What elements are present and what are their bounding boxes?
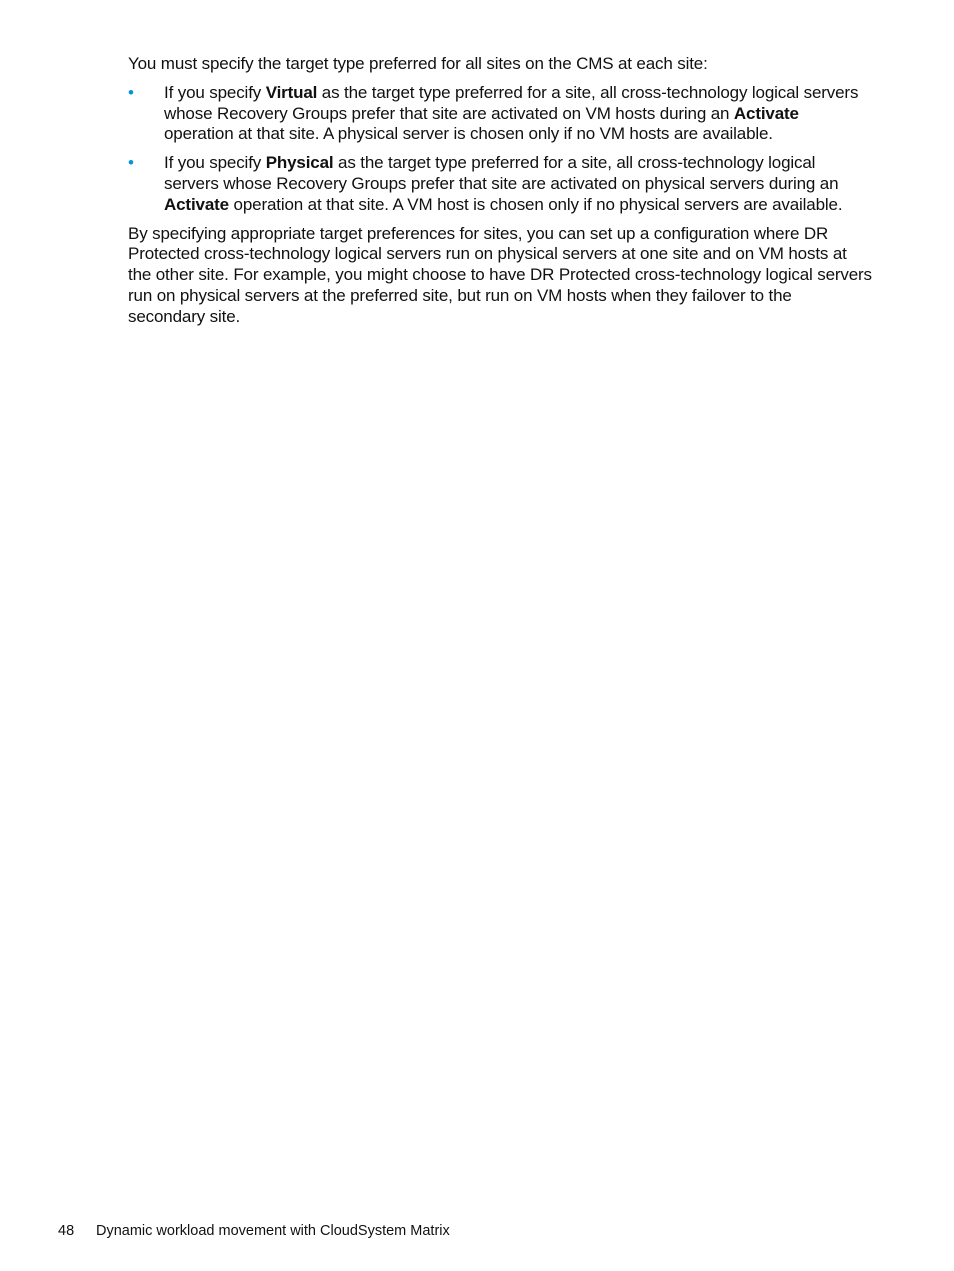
list-item-text: If you specify Virtual as the target type preferred for a site, all cross-technology logical servers whose Recovery Groups prefer that site are activated on VM hosts during an Activate operation at that site. A physical server is chosen only if no VM hosts are available. — [164, 82, 859, 144]
term-activate: Activate — [733, 103, 799, 123]
page-footer — [58, 1222, 450, 1240]
list-item-physical — [128, 153, 872, 215]
page-content — [128, 54, 872, 328]
intro-paragraph: You must specify the target type preferred for all sites on the CMS at each site: — [128, 54, 708, 73]
page-number: 48 — [58, 1223, 75, 1239]
term-activate: Activate — [164, 194, 229, 214]
bullet-dot-icon: • — [128, 153, 134, 173]
term-physical: Physical — [265, 153, 334, 173]
term-virtual: Virtual — [265, 82, 318, 102]
chapter-title: Dynamic workload movement with CloudSystem Matrix — [96, 1223, 450, 1239]
bullet-dot-icon: • — [128, 82, 134, 102]
target-type-list — [128, 83, 872, 216]
list-item-text: If you specify Physical as the target type preferred for a site, all cross-technology logical servers whose Recovery Groups prefer that site are activated on physical servers during an Activate operation at that site. A VM host is chosen only if no physical servers are available. — [164, 153, 843, 214]
closing-paragraph: By specifying appropriate target preferences for sites, you can set up a configuration where DR Protected cross-technology logical servers run on physical servers at one site and on VM hosts at the other site. For example, you might choose to have DR Protected cross-technology logical servers run on physical servers at the preferred site, but run on VM hosts when they failover to the secondary site. — [128, 223, 872, 326]
list-item-virtual — [128, 83, 872, 145]
